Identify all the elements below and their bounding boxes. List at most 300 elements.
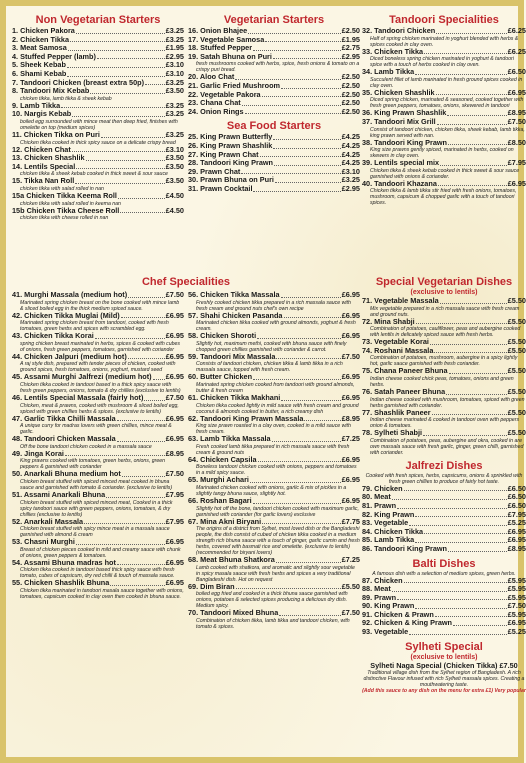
menu-item-name: 12. Chicken Chat [12, 144, 71, 154]
menu-item-name: 39. Lentils special mix [362, 158, 440, 168]
menu-item-name: 13. Chicken Shashlik [12, 153, 85, 163]
menu-item [12, 131, 184, 146]
menu-item-row [12, 394, 184, 403]
menu-item-row [12, 163, 184, 172]
menu-item-price: £7.95 [165, 516, 184, 526]
menu-item [12, 177, 184, 192]
menu-item-price: £3.25 [341, 175, 360, 185]
menu-item-description: Marinated chicken tikka cooked with ground almonds, yoghurt & fresh cream. [196, 320, 356, 333]
dot-leader [153, 373, 165, 380]
menu-item-name: 46. Lentils Special Massala (fairly hot) [12, 392, 144, 402]
dot-leader [90, 87, 164, 94]
menu-item-name: 55. Chicken Shashlik Bhuna [12, 578, 110, 588]
dot-leader [67, 70, 164, 77]
dot-leader [437, 118, 507, 125]
dot-leader [409, 519, 506, 526]
menu-item-name: 73. Vegetable Korai [362, 337, 429, 347]
dot-leader [253, 497, 341, 504]
menu-item-name: 40. Tandoori Khazana [362, 178, 437, 188]
dot-leader [434, 347, 506, 354]
menu-item [188, 609, 360, 630]
menu-item-price: £7.75 [341, 516, 360, 526]
menu-item-name: 58. Chicken Shoroti [188, 331, 257, 341]
menu-item-row [12, 491, 184, 500]
menu-item [188, 394, 360, 415]
menu-item-row [188, 291, 360, 300]
menu-item-price: £2.50 [341, 89, 360, 99]
dot-leader [436, 27, 506, 34]
menu-item-name: 77. Shashlik Paneer [362, 407, 431, 417]
menu-item-description: chicken tikka with salad rolled in keema nan [20, 200, 121, 207]
sylheti-item [362, 662, 526, 671]
dot-leader [70, 36, 165, 43]
dot-leader [72, 146, 165, 153]
dot-leader [438, 180, 507, 187]
menu-item-description: Boneless tandoori chicken cooked with onions, peppers and tomatoes in a mild spicy sauce. [196, 464, 357, 477]
menu-item [12, 491, 184, 518]
menu-item-price: £6.95 [165, 331, 184, 341]
menu-item-name: 63. Lamb Tikka Massala [188, 434, 271, 444]
balti-note: A famous dish with a selection of medium spices, green herbs. [372, 570, 516, 577]
dot-leader [446, 388, 507, 395]
dot-leader [117, 415, 165, 422]
menu-item-price: £2.95 [341, 183, 360, 193]
menu-item-row [362, 159, 526, 168]
menu-item-description: Lamb cooked with shatkora, and aromatic and slightly sour vegetable in spicy masala sauce with fresh herbs and spices a very traditional Bangladeshi dish. Hot on request [196, 564, 355, 583]
menu-item [362, 545, 526, 554]
menu-item-price: £6.95 [507, 178, 526, 188]
menu-item [12, 192, 184, 207]
menu-item-description: King prawns cooked with tomatoes, green herbs, onions, green peppers & garnished with coriander [20, 458, 166, 471]
menu-item-description: Chicken tikka cooked in thick spicy sauce on a delicate crispy bread [20, 139, 176, 146]
dot-leader [304, 415, 340, 422]
menu-item-price: £3.50 [165, 161, 184, 171]
menu-item-price: £5.95 [507, 609, 526, 619]
menu-item-price: £7.95 [507, 158, 526, 168]
chef-right-column [188, 291, 360, 630]
dot-leader [118, 192, 165, 199]
menu-item-price: £5.95 [507, 584, 526, 594]
menu-item-description: Consist of tandoori chicken, chicken tikka, sheek kebab, lamb tikka, king prawn served with nan. [370, 126, 525, 139]
menu-item-price: £3.10 [165, 68, 184, 78]
menu-item-price: £3.50 [165, 176, 184, 186]
menu-item-name: 51. Assami Anarkali Bhuna [12, 489, 106, 499]
menu-item-price: £6.95 [165, 310, 184, 320]
menu-item-name: 83. Vegetable [362, 518, 409, 528]
menu-item [12, 518, 184, 539]
menu-item-price: £1.95 [165, 43, 184, 53]
menu-item-name: 54. Assami Bhuna madras hot [12, 557, 116, 567]
menu-item-name: 16. Onion Bhajee [188, 26, 248, 35]
menu-item [12, 450, 184, 471]
menu-item-row [12, 435, 184, 444]
dot-leader [415, 68, 507, 75]
special-veg-subtitle: (exclusive to lentils) [410, 289, 478, 296]
menu-item-description: Combination of potatoes, mushroom, aubergine in a spicy lightly hot, garlic sauce garnished with fresh coriander. [370, 355, 518, 368]
menu-item-description: Freshly cooked chicken tikka prepared in a rich massala sauce with fresh cream and ground nuts chef's own recipe [196, 299, 351, 312]
menu-item-description: Chicken tikka cooked in tandoori based in a thick spicy sauce with fresh green peppers, onions, tomato & dry chillies (exclusive to lentils) [20, 381, 181, 394]
dot-leader [276, 556, 341, 563]
menu-item-price: £6.95 [165, 351, 184, 361]
menu-item-name: 43. Chicken Tikka Korai [12, 331, 94, 341]
dot-leader [67, 61, 165, 68]
menu-item [362, 118, 526, 139]
menu-item-description: Chicken tikka & lamb tikka stir fried with fresh onions, tomatoes, mushroom, capsicum & chopped garlic with a touch of tandoori spices. [370, 188, 517, 207]
menu-item-name: 62. Tandoori King Prawn Massala [188, 413, 304, 423]
menu-item [12, 353, 184, 374]
menu-item-name: 30. Prawn Bhuna on Puri [188, 175, 274, 185]
menu-item-price: £6.95 [165, 372, 184, 382]
section-title-chef: Chef Specialities [141, 276, 231, 288]
special-veg-list [362, 297, 526, 456]
menu-item-name: 48. Tandoori Chicken Massala [12, 434, 116, 444]
menu-item [12, 373, 184, 394]
menu-item-description: Marinated spring chicken breast on the bone cooked with mince lamb & sliced boiled egg in the thick medium spiced sauce. [20, 299, 180, 312]
tandoori-list [362, 27, 526, 206]
menu-item-name: 89. Prawn [362, 592, 397, 602]
menu-item-row [362, 409, 526, 418]
section-title-veg-starters: Vegetarian Starters [223, 14, 325, 26]
menu-item-price: £4.25 [341, 140, 360, 150]
menu-item [12, 538, 184, 559]
menu-item-price: £7.25 [341, 555, 360, 565]
dot-leader [76, 27, 165, 34]
menu-item-row [188, 518, 360, 527]
menu-item-description: Chicken breast stuffed with spiced minced meat cooked in bhuna sauce and garnished with tomato & coriander. (exclusive to lentils) [20, 478, 173, 491]
menu-item-price: £6.95 [341, 475, 360, 485]
dot-leader [248, 27, 341, 34]
menu-item-price: £5.25 [507, 627, 526, 637]
menu-item [12, 110, 184, 131]
menu-item-name: 76. Satah Paneer Bhuna [362, 386, 446, 396]
menu-item-price: £3.25 [165, 77, 184, 87]
menu-item [12, 559, 184, 580]
menu-item-price: £5.50 [507, 345, 526, 355]
menu-item-price: £6.95 [507, 87, 526, 97]
menu-item-price: £5.50 [507, 428, 526, 438]
menu-item-row [12, 450, 184, 459]
dot-leader [110, 579, 164, 586]
menu-item-price: £3.10 [165, 60, 184, 70]
menu-item-row [362, 318, 526, 327]
dot-leader [281, 82, 341, 89]
menu-item-price: £5.50 [507, 316, 526, 326]
menu-item-description: Chicken breast stuffed with spiced minced meat, Cooked in a thick spicy tandoori sauce with green peppers, onions, tomatoes, & dry chillies (exclusive to lentils) [20, 499, 173, 518]
menu-item-name: 93. Vegetable [362, 627, 409, 637]
dot-leader [128, 291, 165, 298]
menu-item-description: chicken tikka with cheese rolled in nan [20, 215, 109, 222]
menu-item-description: A unique curry for madras lovers with green chillies, mince meat & garlic. [20, 423, 172, 436]
menu-item-description: Diced spring chicken, marinated & seasoned, cooked together with fresh green peppers, tomatoes, onions, skewered in tandoori [370, 97, 524, 110]
menu-item-name: 15b Chicken Tikka Cheese Roll [12, 205, 120, 215]
menu-item [12, 332, 184, 353]
menu-item-row [362, 180, 526, 189]
menu-item-row [12, 518, 184, 527]
menu-item-price: £7.25 [341, 434, 360, 444]
menu-item-price: £5.50 [341, 581, 360, 591]
menu-item-row [12, 207, 184, 216]
menu-item [12, 291, 184, 312]
dot-leader [448, 139, 507, 146]
menu-item-price: £6.95 [341, 372, 360, 382]
menu-item [188, 108, 360, 117]
menu-item-name: 3. Meat Samosa [12, 43, 67, 53]
menu-item-name: 10. Nargis Kebab [12, 109, 72, 119]
menu-item-price: £3.10 [165, 144, 184, 154]
menu-item-row [362, 388, 526, 397]
dot-leader [121, 312, 165, 319]
dot-leader [106, 491, 165, 498]
menu-item-price: £6.95 [165, 434, 184, 444]
menu-item-name: 90. King Prawn [362, 601, 415, 611]
menu-item-description: Marinated chicken cooked with onions, garlic & mix of pickles in a slightly tangy bhuna sauce, slightly hot. [196, 484, 347, 497]
dot-leader [279, 609, 340, 616]
menu-item-description: Indian cheese cooked chick peas, tomatoes, onions and green herbs. [370, 375, 514, 388]
menu-item [362, 89, 526, 110]
menu-item-name: 22. Vegetable Pakora [188, 89, 261, 99]
menu-item-row [188, 583, 360, 592]
section-title-tandoori: Tandoori Specialities [389, 14, 499, 26]
dot-leader [273, 142, 340, 149]
menu-item-name: 15a Chicken Tikka Keema Roll [12, 190, 117, 200]
menu-item-row [12, 559, 184, 568]
menu-item-name: 19. Satah Bhuna on Puri [188, 51, 272, 61]
menu-item [12, 394, 184, 415]
dot-leader [424, 528, 507, 535]
menu-item [362, 347, 526, 368]
menu-item-name: 36. King Prawn Shashlik [362, 108, 447, 118]
dot-leader [447, 109, 506, 116]
section-title-seafood: Sea Food Starters [226, 120, 322, 133]
menu-item [188, 373, 360, 394]
dot-leader [253, 185, 340, 192]
menu-item [362, 367, 526, 388]
menu-item-price: £5.50 [507, 386, 526, 396]
dot-leader [284, 312, 341, 319]
chef-section [12, 276, 360, 289]
menu-item [188, 415, 360, 436]
menu-item-row [362, 347, 526, 356]
menu-item-name: 74. Roshani Massala [362, 345, 434, 355]
menu-item-row [188, 435, 360, 444]
dot-leader [392, 585, 507, 592]
menu-item-price: £5.50 [507, 366, 526, 376]
menu-item-description: A raj style dish, prepared with tender pieces of chicken, cooked with ground spices, fresh tomatoes, onions, yoghurt, mustard seed [20, 361, 176, 374]
menu-item-row [362, 367, 526, 376]
balti-list [362, 577, 526, 637]
menu-item [188, 353, 360, 374]
menu-item-description: Diced boneless spring chicken marinated in yoghurt & tandoori spice with a touch of herbs cooked in clay oven. [370, 56, 514, 69]
menu-item-row [188, 609, 360, 618]
dot-leader [397, 502, 507, 509]
menu-item-name: 65. Murghi Achari [188, 475, 249, 485]
dot-leader [281, 394, 340, 401]
section-title-special-veg: Special Vegetarian Dishes [375, 276, 513, 288]
menu-item-name: 15. Tikka Nan Roll [12, 176, 75, 186]
dot-leader [262, 518, 341, 525]
menu-item-price: £6.25 [507, 46, 526, 56]
menu-item-price: £8.95 [165, 448, 184, 458]
menu-item-price: £2.95 [165, 51, 184, 61]
menu-item [362, 409, 526, 430]
dot-leader [424, 48, 507, 55]
dot-leader [241, 168, 340, 175]
menu-item-price: £6.50 [507, 492, 526, 502]
section-title-balti: Balti Dishes [412, 557, 476, 570]
menu-item-row [188, 415, 360, 424]
menu-item-name: 70. Tandoori Mixed Bhuna [188, 608, 279, 618]
jalfrezi-list [362, 485, 526, 554]
dot-leader [236, 583, 341, 590]
menu-item-description: Marinated spring chicken breast from tandoori, cooked with fresh tomatoes, green herbs and spices with scrambled egg. [20, 320, 169, 333]
menu-item-description: Indian cheese cooked with mushroom, tomatoes, spiced with green herbs garnished with coriander. [370, 396, 525, 409]
menu-item-price: £5.50 [507, 407, 526, 417]
menu-item-name: 50. Anarkali Bhuna medium hot [12, 469, 121, 479]
dot-leader [276, 353, 340, 360]
menu-item [12, 415, 184, 436]
menu-item-name: 82. King Prawn [362, 509, 415, 519]
menu-item-row [362, 297, 526, 306]
menu-item-name: 4. Stuffed Pepper (lamb) [12, 51, 96, 61]
menu-item-name: 75. Chana Paneer Bhuna [362, 366, 448, 376]
dot-leader [253, 44, 341, 51]
menu-item-price: £7.50 [507, 601, 526, 611]
dot-leader [423, 429, 507, 436]
menu-item-name: 23. Chana Chat [188, 98, 241, 108]
menu-item [362, 48, 526, 69]
menu-item-price: £7.50 [165, 392, 184, 402]
menu-item-name: 71. Vegetable Massala [362, 296, 439, 305]
menu-item-row [12, 110, 184, 119]
menu-item-row [12, 579, 184, 588]
dot-leader [274, 159, 341, 166]
menu-item-name: 28. Tandoori King Prawn [188, 158, 274, 168]
menu-item-description: Combination of chicken tikka, lamb tikka and tandoori chicken, with tomato & spices. [196, 617, 350, 630]
menu-item-row [188, 497, 360, 506]
dot-leader [257, 332, 341, 339]
dot-leader [145, 79, 165, 86]
menu-item-name: 9. Lamb Tikka [12, 100, 61, 110]
dot-leader [117, 435, 165, 442]
menu-item-description: King size prawns gently spiced, marinated in herbs, cooked on skewers in clay oven. [370, 147, 514, 160]
menu-item-row [12, 415, 184, 424]
dot-leader [260, 151, 341, 158]
menu-item-name: 7. Tandoori Chicken (breast extra 50p) [12, 77, 145, 87]
dot-leader [409, 628, 506, 635]
menu-item-price: £5.95 [507, 592, 526, 602]
menu-item-description: Fresh cooked lamb tikka prepared in rich massala sauce with fresh cream & ground nuts [196, 443, 350, 456]
menu-item-price: £3.25 [165, 129, 184, 139]
dot-leader [101, 131, 165, 138]
column-left [12, 14, 184, 221]
seafood-list [188, 133, 360, 193]
menu-item-name: 64. Chicken Capsila [188, 454, 257, 464]
dot-leader [245, 108, 341, 115]
menu-item [12, 579, 184, 600]
column-right [362, 14, 526, 206]
right-bottom-column [362, 276, 526, 694]
chef-left-list [12, 291, 184, 600]
menu-item [362, 180, 526, 207]
menu-item-row [188, 556, 360, 565]
menu-item-name: 6. Shami Kebab [12, 68, 67, 78]
menu-item-description: Chicken tikka & sheek kebab cooked in thick sweet & sour sauce garnished with onions & coriander. [370, 167, 520, 180]
chef-left-column [12, 291, 184, 600]
menu-item-price: £3.25 [165, 109, 184, 119]
menu-item-description: Chicken tikka cooked lightly in mild sauce with fresh cream and ground coconut & almonds cooked in butter, a rich creamy dish [196, 402, 359, 415]
menu-item [12, 312, 184, 333]
dot-leader [128, 353, 165, 360]
section-title-jalfrezi: Jalfrezi Dishes [405, 459, 483, 472]
dot-leader [397, 594, 507, 601]
dot-leader [392, 493, 507, 500]
menu-item-price: £6.95 [341, 290, 360, 299]
dot-leader [265, 36, 340, 43]
menu-item-name: 37. Tandoori Mix Grill [362, 116, 436, 126]
menu-item-price: £7.95 [165, 489, 184, 499]
menu-item-name: 27. King Prawn Chat [188, 149, 259, 159]
dot-leader [404, 577, 507, 584]
dot-leader [273, 53, 341, 60]
menu-item [362, 159, 526, 180]
menu-item-description: Consists of tandoori chicken, chicken tikka & lamb tikka in a rich massala sauce, topped with fresh cream. [196, 361, 343, 374]
menu-item-row [362, 545, 526, 554]
menu-item-row [188, 53, 360, 62]
sylheti-note: (Add this sauce to any dish on the menu for extra £1) Very popular [362, 688, 526, 695]
menu-item [362, 68, 526, 89]
dot-leader [416, 318, 507, 325]
menu-item-description: boiled egg surrounded with mince meat then deep fried, finishes with omelette on top (medium spices) [20, 118, 178, 131]
menu-item-description: Mix vegetable prepared in a rich massala sauce with fresh cream and ground nuts. [370, 305, 520, 318]
dot-leader [262, 91, 341, 98]
menu-item-price: £4.50 [165, 205, 184, 215]
menu-item [362, 429, 526, 456]
menu-item-price: £7.50 [165, 290, 184, 299]
menu-item-name: 84. Chicken Tikka [362, 526, 424, 536]
menu-item-price: £6.95 [507, 526, 526, 536]
jalfrezi-note: Cooked with fresh spices, herbs, capsicums, onions & sprinkled with fresh green chillies to produce of fairly hot taste. [365, 472, 523, 485]
menu-item-row [12, 87, 184, 96]
sylheti-desc: Traditional village dish from the Sylhet region of Bangladesh. A rich distinctive Flavour infused with rich Sylheti massala spices. Creating a mouthwatering taste. [363, 670, 525, 689]
dot-leader [117, 559, 165, 566]
menu-item-name: 34. Lamb Tikka [362, 67, 415, 77]
menu-item-description: Chicken tikka cooked in tandoori based thick spicy sauce with fresh tomato, cubes of capsicum, dry red chilli & touch of massala sauce. [20, 567, 175, 580]
dot-leader [76, 538, 165, 545]
menu-item-price: £7.50 [165, 469, 184, 479]
menu-item-row [362, 628, 526, 637]
menu-item-price: £1.95 [341, 34, 360, 44]
menu-item-name: 11. Chicken Tikka on Puri [12, 129, 100, 139]
dot-leader [235, 73, 340, 80]
menu-item-description: Marinated spring chicken cooked from tandoori with ground almonds, butter & fresh cream [196, 381, 355, 394]
menu-item-price: £3.25 [165, 26, 184, 35]
menu-item-row [188, 394, 360, 403]
menu-item-price: £7.50 [341, 608, 360, 618]
menu-item-name: 60. Butter Chicken [188, 372, 253, 382]
menu-item-price: £2.50 [341, 106, 360, 116]
menu-item-price: £4.25 [341, 158, 360, 168]
menu-item-row [12, 332, 184, 341]
menu-item-price: £5.50 [507, 337, 526, 347]
section-title-sylheti: Sylheti Special [405, 640, 483, 653]
menu-item-price: £4.25 [341, 149, 360, 159]
menu-item-name: 69. Dim Biran [188, 581, 235, 591]
menu-item-name: 56. Chicken Tikka Massala [188, 290, 280, 299]
menu-item [362, 318, 526, 339]
menu-item [12, 163, 184, 178]
menu-item-price: £6.95 [165, 413, 184, 423]
menu-item-description: Half of spring chicken marinated in yoghurt blended with herbs & spices cooked in clay oven. [370, 35, 519, 48]
